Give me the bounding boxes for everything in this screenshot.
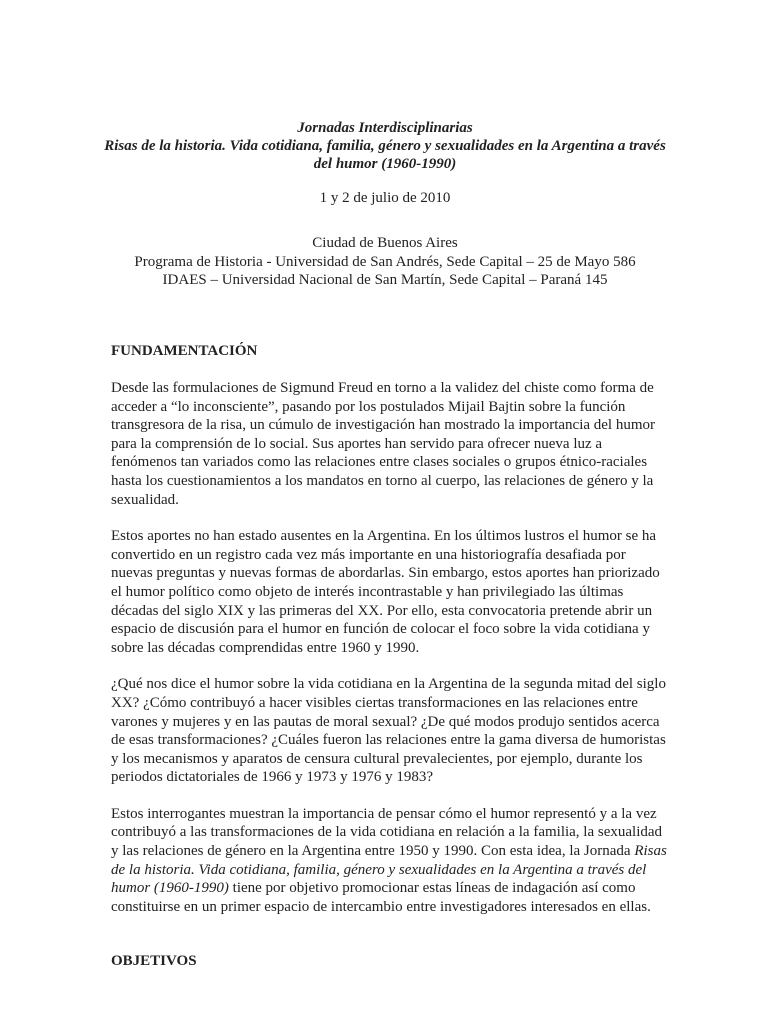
paragraph-3: ¿Qué nos dice el humor sobre la vida cotidiana en la Argentina de la segunda mitad del siglo XX? ¿Cómo contribuyó a hacer visibles ciertas transformaciones en las relaciones entre varones y mujeres y en las pautas de moral sexual? ¿De qué modos produjo sentidos acerca de esas transformaciones? ¿Cuáles fueron las relaciones entre la gama diversa de humoristas y los mecanismos y aparatos de censura cultural prevalecientes, por ejemplo, durante los periodos dictatoriales de 1966 y 1973 y 1976 y 1983? <box>111 676 666 786</box>
paragraph-4 <box>111 805 667 917</box>
event-city: Ciudad de Buenos Aires <box>312 235 458 251</box>
event-venue-2: IDAES – Universidad Nacional de San Martín, Sede Capital – Paraná 145 <box>162 272 608 288</box>
event-title: Jornadas Interdisciplinarias <box>297 120 473 136</box>
section-heading-objetivos: OBJETIVOS <box>111 953 197 970</box>
paragraph-4-start: Estos interrogantes muestran la importancia de pensar cómo el humor representó y a la vez contribuyó a las transformaciones de la vida cotidiana en relación a la familia, la sexualidad y las relaciones de género en la Argentina entre 1950 y 1990. Con esta idea, la Jornada <box>111 805 663 860</box>
event-venue-1: Programa de Historia - Universidad de San Andrés, Sede Capital – 25 de Mayo 586 <box>134 253 636 270</box>
event-subtitle: Risas de la historia. Vida cotidiana, familia, género y sexualidades en la Argentina a través del humor (1960-1990) <box>104 138 666 172</box>
paragraph-4-event-name: Risas de la historia. Vida cotidiana, familia, género y sexualidades en la Argentina a través del humor (1960-1990) <box>111 843 667 897</box>
paragraph-1: Desde las formulaciones de Sigmund Freud en torno a la validez del chiste como forma de acceder a “lo inconsciente”, pasando por los postulados Mijail Bajtin sobre la función transgresora de la risa, un cúmulo de investigación han mostrado la importancia del humor para la comprensión de lo social. Sus aportes han servido para ofrecer nueva luz a fenómenos tan variados como las relaciones entre clases sociales o grupos étnico-raciales hasta los cuestionamientos a los mandatos en torno al cuerpo, las relaciones de género y la sexualidad. <box>111 380 656 508</box>
document-body <box>111 342 667 970</box>
event-date: 1 y 2 de julio de 2010 <box>319 190 451 206</box>
document-header <box>100 119 670 290</box>
paragraph-4-end: tiene por objetivo promocionar estas líneas de indagación así como constituirse en un primer espacio de intercambio entre investigadores interesados en ellas. <box>111 880 651 915</box>
section-heading-fundamentacion: FUNDAMENTACIÓN <box>111 343 258 359</box>
paragraph-2: Estos aportes no han estado ausentes en la Argentina. En los últimos lustros el humor se ha convertido en un registro cada vez más importante en una historiografía desafiada por nuevas preguntas y nuevas formas de abordarlas. Sin embargo, estos aportes han priorizado el humor político como objeto de interés incontrastable y han privilegiado las últimas décadas del siglo XIX y las primeras del XX. Por ello, esta convocatoria pretende abrir un espacio de discusión para el humor en función de colocar el foco sobre la vida cotidiana y sobre las décadas comprendidas entre 1960 y 1990. <box>111 528 660 656</box>
